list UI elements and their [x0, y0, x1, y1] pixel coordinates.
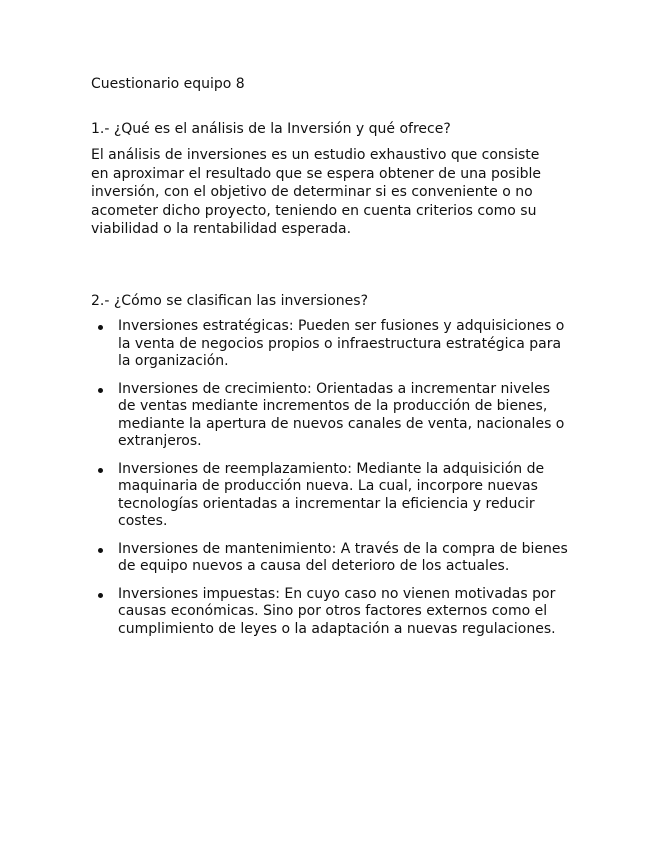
classification-list	[91, 318, 571, 648]
answer-1: El análisis de inversiones es un estudio exhaustivo que consiste en aproximar el resultado que se espera obtener de una posible inversión, con el objetivo de determinar si es conveniente o no acometer dicho proyecto, teniendo en cuenta criterios como su viabilidad o la rentabilidad esperada.	[91, 147, 541, 237]
list-item-text: Inversiones de mantenimiento: A través de la compra de bienes de equipo nuevos a causa del deterioro de los actuales.	[118, 540, 568, 574]
list-item-text: Inversiones de reemplazamiento: Mediante la adquisición de maquinaria de producción nueva. La cual, incorpore nuevas tecnologías orientadas a incrementar la eficiencia y reducir costes.	[118, 460, 545, 529]
bullet-icon	[98, 593, 103, 598]
question-2: 2.- ¿Cómo se clasifican las inversiones?	[91, 293, 368, 309]
bullet-icon	[98, 468, 103, 473]
list-item-text: Inversiones impuestas: En cuyo caso no vienen motivadas por causas económicas. Sino por otros factores externos como el cumplimiento de leyes o la adaptación a nuevas regulaciones.	[118, 585, 556, 637]
list-item-text: Inversiones estratégicas: Pueden ser fusiones y adquisiciones o la venta de negocios propios o infraestructura estratégica para la organización.	[118, 318, 565, 369]
list-item	[91, 381, 571, 451]
list-item-text: Inversiones de crecimiento: Orientadas a incrementar niveles de ventas mediante incrementos de la producción de bienes, mediante la apertura de nuevos canales de venta, nacionales o extranjeros.	[118, 380, 565, 449]
question-1: 1.- ¿Qué es el análisis de la Inversión y qué ofrece?	[91, 121, 451, 137]
list-item	[91, 541, 571, 576]
bullet-icon	[98, 548, 103, 553]
list-item	[91, 461, 571, 531]
document-title: Cuestionario equipo 8	[91, 76, 245, 92]
bullet-icon	[98, 388, 103, 393]
list-item	[91, 318, 571, 371]
list-item	[91, 586, 571, 639]
bullet-icon	[98, 325, 103, 330]
